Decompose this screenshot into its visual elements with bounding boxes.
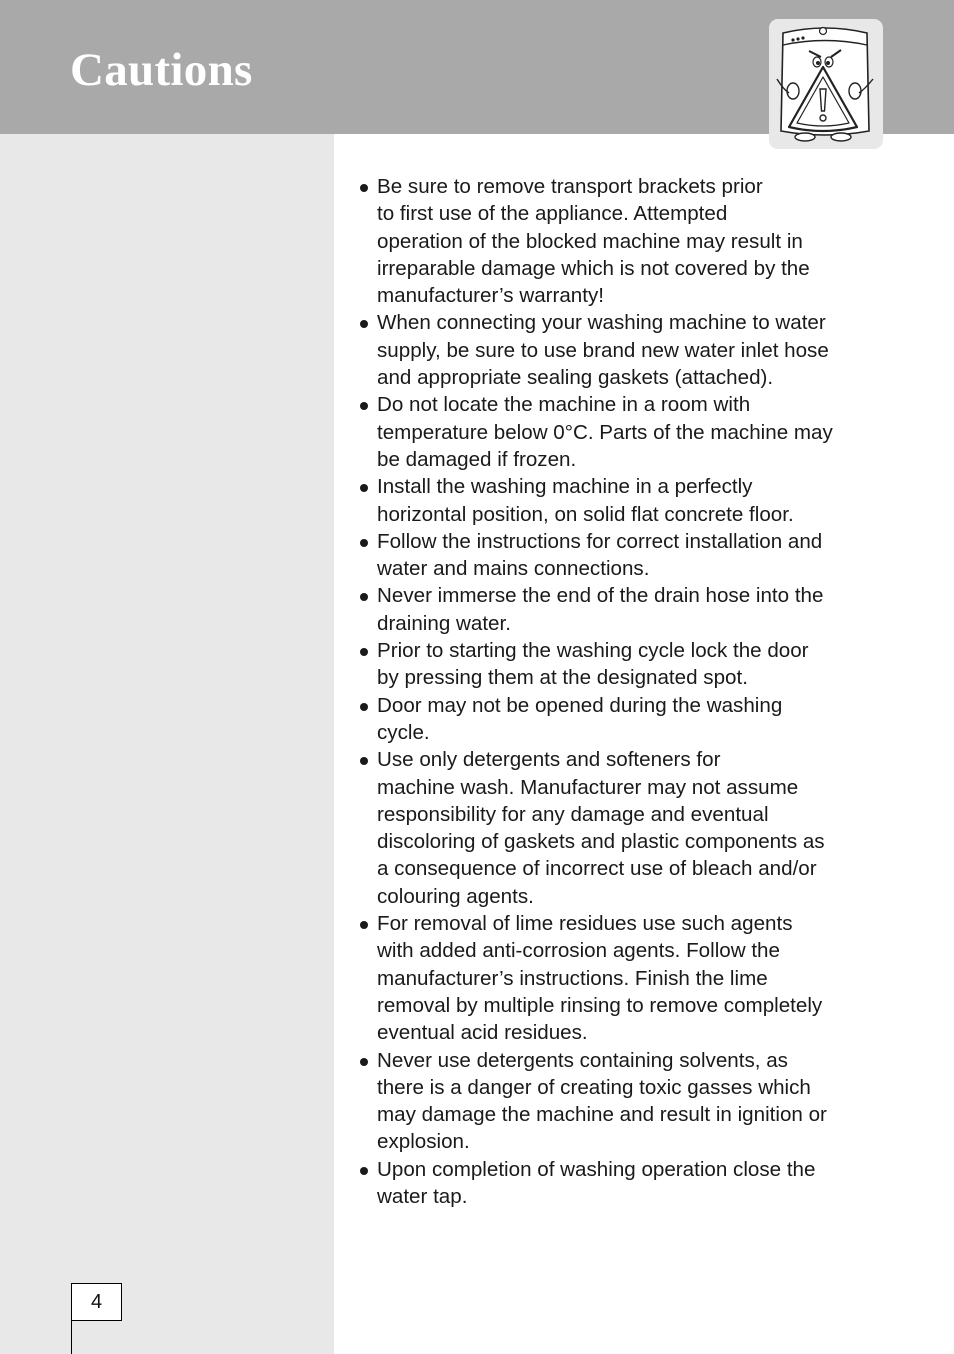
page-number-rule	[71, 1320, 72, 1354]
bullet-icon	[360, 320, 368, 328]
caution-text: Install the washing machine in a perfectly horizontal position, on solid flat concrete floor.	[377, 475, 794, 526]
caution-text: Upon completion of washing operation close the water tap.	[377, 1157, 816, 1208]
caution-text: Use only detergents and softeners for machine wash. Manufacturer may not assume responsibility for any damage and eventual discoloring of gaskets and plastic components as a consequence of incorrect use of bleach and/or colouring agents.	[377, 748, 825, 908]
cautions-content	[358, 173, 888, 1210]
caution-text: Never use detergents containing solvents, as there is a danger of creating toxic gasses which may damage the machine and result in ignition or explosion.	[377, 1048, 827, 1154]
caution-item	[358, 1156, 888, 1211]
caution-item	[358, 528, 888, 583]
caution-item	[358, 173, 888, 309]
page-number: 4	[71, 1283, 122, 1321]
bullet-icon	[360, 703, 368, 711]
caution-item	[358, 692, 888, 747]
caution-text: When connecting your washing machine to water supply, be sure to use brand new water inlet hose and appropriate sealing gaskets (attached).	[377, 311, 829, 390]
caution-text: Never immerse the end of the drain hose into the draining water.	[377, 584, 824, 635]
caution-text: Be sure to remove transport brackets prior to first use of the appliance. Attempted operation of the blocked machine may result in irreparable damage which is not covered by the manufacturer’s warranty!	[377, 175, 810, 308]
page-header	[0, 0, 954, 134]
bullet-icon	[360, 648, 368, 656]
caution-text: Do not locate the machine in a room with temperature below 0°C. Parts of the machine may be damaged if frozen.	[377, 393, 833, 471]
bullet-icon	[360, 402, 368, 410]
caution-text: Door may not be opened during the washing cycle.	[377, 693, 783, 744]
bullet-icon	[360, 539, 368, 547]
bullet-icon	[360, 757, 368, 765]
caution-item	[358, 309, 888, 391]
bullet-icon	[360, 484, 368, 492]
bullet-icon	[360, 1058, 368, 1066]
caution-text: Follow the instructions for correct installation and water and mains connections.	[377, 529, 823, 581]
caution-item	[358, 910, 888, 1046]
caution-text: Prior to starting the washing cycle lock the door by pressing them at the designated spot.	[377, 639, 809, 690]
caution-item	[358, 746, 888, 910]
warning-mascot-icon	[769, 19, 883, 149]
caution-text: For removal of lime residues use such agents with added anti-corrosion agents. Follow the manufacturer’s instructions. Finish the lime removal by multiple rinsing to remove completely eventual acid residues.	[377, 912, 823, 1045]
caution-item	[358, 637, 888, 692]
left-margin-panel	[0, 134, 334, 1354]
bullet-icon	[360, 593, 368, 601]
bullet-icon	[360, 921, 368, 929]
bullet-icon	[360, 1167, 368, 1175]
page-title: Cautions	[70, 44, 253, 96]
warning-triangle-washing-machine-icon	[769, 19, 883, 149]
caution-item	[358, 582, 888, 637]
bullet-icon	[360, 184, 368, 192]
cautions-list	[358, 173, 888, 1210]
caution-item	[358, 1047, 888, 1156]
caution-item	[358, 391, 888, 473]
caution-item	[358, 473, 888, 528]
